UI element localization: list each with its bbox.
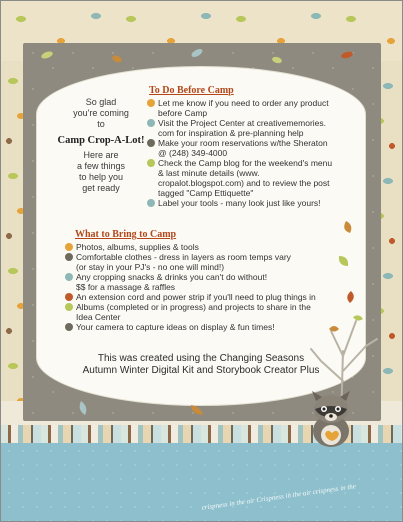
intro-text	[53, 97, 149, 194]
raccoon-icon	[299, 387, 363, 451]
intro-line: Here are	[83, 150, 119, 160]
list-item-text: Visit the Project Center at creativememories.	[158, 118, 327, 128]
list-item-text: Check the Camp blog for the weekend's menu	[158, 158, 333, 168]
leaf-icons-top	[27, 45, 379, 75]
bullet-icon	[65, 323, 73, 331]
intro-line: get ready	[82, 183, 120, 193]
list-item	[65, 252, 333, 272]
credit-text	[61, 353, 341, 377]
credit-line: This was created using the Changing Seasons	[97, 353, 305, 364]
list-item-text: @ (248) 349-4000	[158, 148, 228, 158]
list-item	[65, 322, 333, 332]
intro-line: a few things	[76, 161, 126, 171]
list-item-text: before Camp	[158, 108, 208, 118]
intro-line: to	[97, 119, 105, 129]
intro-line: you're coming	[73, 108, 129, 118]
credit-line: Autumn Winter Digital Kit and Storybook Creator Plus	[82, 365, 320, 376]
list-item	[147, 98, 359, 118]
todo-list	[147, 98, 359, 208]
bullet-icon	[65, 293, 73, 301]
list-item-text: Let me know if you need to order any product	[158, 98, 329, 108]
bullet-icon	[147, 99, 155, 107]
list-item	[147, 158, 359, 198]
list-item	[65, 302, 333, 322]
list-item-text: Photos, albums, supplies & tools	[76, 242, 199, 252]
list-item-text: Any cropping snacks & drinks you can't do without!	[76, 272, 268, 282]
list-item-text: com for inspiration & pre-planning help	[158, 128, 304, 138]
list-item-text: Idea Center	[76, 312, 121, 322]
bullet-icon	[65, 253, 73, 261]
list-item-text: An extension cord and power strip if you'll need to plug things in	[76, 292, 316, 302]
list-item	[65, 272, 333, 292]
list-item-text: cropalot.blogspot.com) and to review the post	[158, 178, 330, 188]
list-item	[147, 118, 359, 138]
bullet-icon	[147, 199, 155, 207]
leaf-icons-bottom	[41, 393, 301, 423]
list-item-text: Comfortable clothes - dress in layers as room temps vary	[76, 252, 291, 262]
list-item-text: tagged "Camp Ettiquette"	[158, 188, 254, 198]
bring-title: What to Bring to Camp	[75, 229, 177, 240]
intro-line: to help you	[78, 172, 124, 182]
bullet-icon	[65, 273, 73, 281]
list-item-text: (or stay in your PJ's - no one will mind!)	[76, 262, 225, 272]
list-item-text: Your camera to capture ideas on display & fun times!	[76, 322, 275, 332]
footer-swirl-text: crispness in the air Crispness in the air crispness in the	[201, 482, 357, 512]
bullet-icon	[147, 159, 155, 167]
list-item	[65, 292, 333, 302]
list-item-text: Make your room reservations w/the Sheraton	[158, 138, 328, 148]
bring-list	[65, 242, 333, 332]
list-item	[65, 242, 333, 252]
bullet-icon	[147, 139, 155, 147]
list-item-text: & last minute details (www.	[158, 168, 260, 178]
bullet-icon	[65, 303, 73, 311]
list-item-text: Albums (completed or in progress) and projects to share in the	[76, 302, 311, 312]
camp-name: Camp Crop-A-Lot!	[57, 135, 145, 146]
list-item	[147, 138, 359, 158]
bullet-icon	[65, 243, 73, 251]
list-item	[147, 198, 359, 208]
todo-title: To Do Before Camp	[149, 85, 234, 96]
list-item-text: Label your tools - many look just like yours!	[158, 198, 321, 208]
bullet-icon	[147, 119, 155, 127]
list-item-text: $$ for a massage & raffles	[76, 282, 176, 292]
intro-line: So glad	[85, 97, 117, 107]
